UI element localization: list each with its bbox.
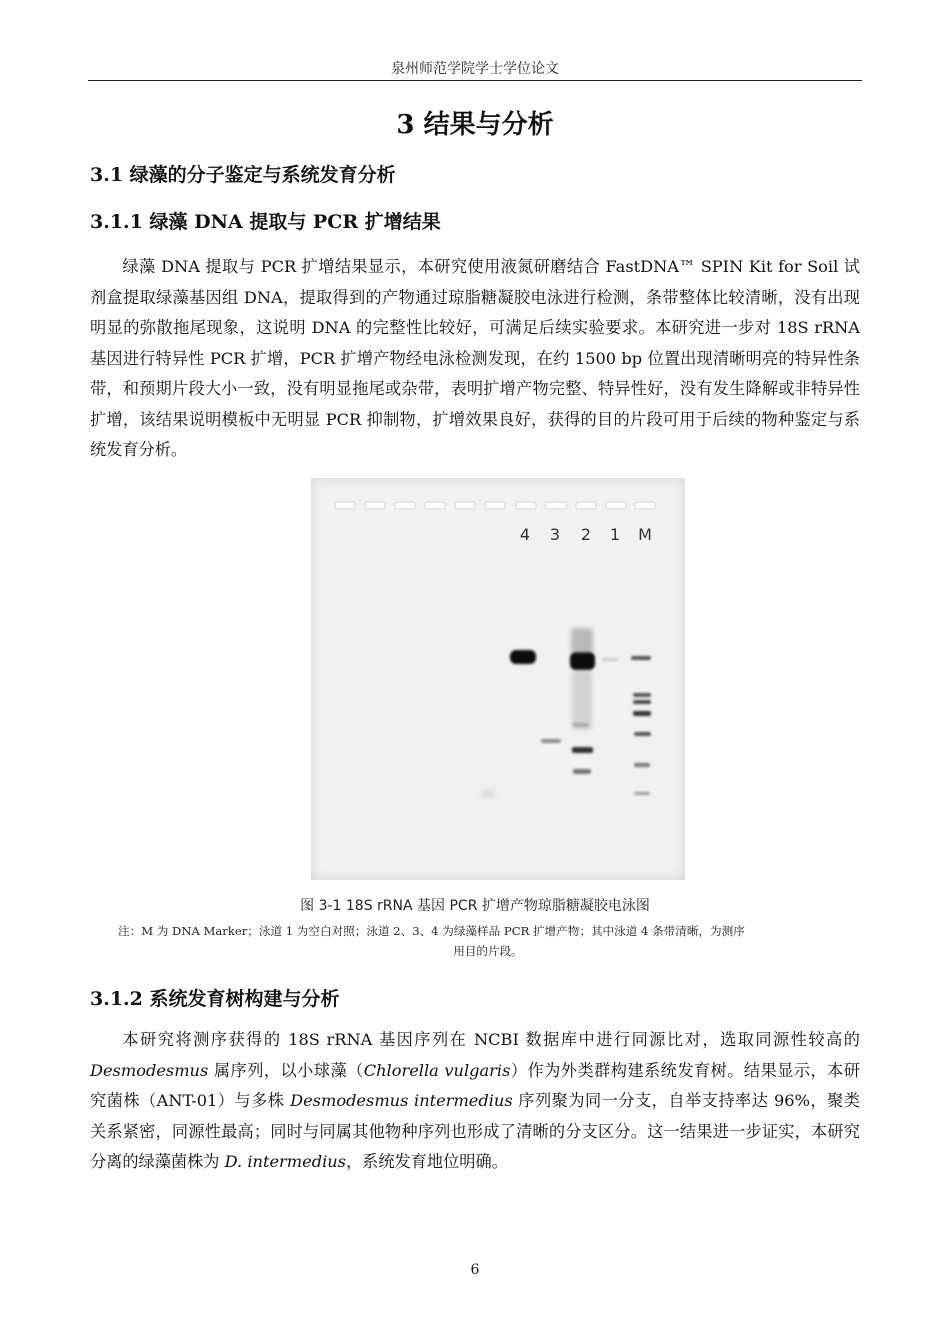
- section-3-1-1-title: 3.1.1 绿藻 DNA 提取与 PCR 扩增结果: [90, 211, 441, 233]
- lane-label-2: 2: [580, 525, 592, 544]
- lane-label-m: M: [638, 525, 652, 544]
- figure-note-tail: 用目的片段。: [453, 944, 523, 958]
- figure-note-main: 注：M 为 DNA Marker；泳道 1 为空白对照；泳道 2、3、4 为绿藻样品 PCR 扩增产物；其中泳道 4 条带清晰，为测序: [118, 924, 745, 938]
- para-text-2: 属序列，以小球藻（: [208, 1060, 364, 1080]
- lane-label-3: 3: [549, 525, 561, 544]
- para-text-3: ）作为外类群构建系统发育树。结果显示，本研究菌株（ANT-01）与多株: [90, 1060, 860, 1110]
- genus-name: Desmodesmus: [90, 1060, 209, 1080]
- running-header: 泉州师范学院学士学位论文: [391, 61, 559, 77]
- gel-bands-drawing: [311, 478, 685, 880]
- section-3-1-2-title: 3.1.2 系统发育树构建与分析: [90, 988, 340, 1010]
- section-3-1-title: 3.1 绿藻的分子鉴定与系统发育分析: [90, 164, 396, 186]
- figure-caption: 图 3-1 18S rRNA 基因 PCR 扩增产物琼脂糖凝胶电泳图: [300, 898, 650, 914]
- para-text-5: ，系统发育地位明确。: [345, 1152, 508, 1171]
- para-text-4: 序列聚为同一分支，自举支持率达 96%，聚类关系紧密，同源性最高；同时与同属其他物种序列也形成了清晰的分支区分。这一结果进一步证实，本研究分离的绿藻菌株为: [90, 1091, 860, 1171]
- section-3-1-2-paragraph: [90, 1025, 860, 1178]
- section-3-1-1-paragraph: 绿藻 DNA 提取与 PCR 扩增结果显示，本研究使用液氮研磨结合 FastDNA™ SPIN Kit for Soil 试剂盒提取绿藻基因组 DNA，提取得到的产物通过琼脂糖凝胶电泳进行检测，条带整体比较清晰，没有出现明显的弥散拖尾现象，这说明 DNA 的完整性比较好，可满足后续实验要求。本研究进一步对 18S rRNA 基因进行特异性 PCR 扩增，PCR 扩增产物经电泳检测发现，在约 1500 bp 位置出现清晰明亮的特异性条带，和预期片段大小一致，没有明显拖尾或杂带，表明扩增产物完整、特异性好，没有发生降解或非特异性扩增，该结果说明模板中无明显 PCR 抑制物，扩增效果良好，获得的目的片段可用于后续的物种鉴定与系统发育分析。: [90, 257, 860, 459]
- species-short-name: D. intermedius: [224, 1152, 346, 1171]
- para-text-1: 本研究将测序获得的 18S rRNA 基因序列在 NCBI 数据库中进行同源比对，选取同源性较高的: [122, 1030, 860, 1049]
- figure-note: [118, 921, 858, 961]
- page-number: 6: [470, 1262, 480, 1278]
- outgroup-name: Chlorella vulgaris: [363, 1060, 511, 1080]
- header-rule: [88, 80, 862, 81]
- chapter-title: 3 结果与分析: [396, 110, 554, 140]
- lane-label-1: 1: [609, 525, 621, 544]
- gel-electrophoresis-image: [311, 478, 685, 880]
- species-name: Desmodesmus intermedius: [290, 1091, 513, 1110]
- lane-label-4: 4: [519, 525, 531, 544]
